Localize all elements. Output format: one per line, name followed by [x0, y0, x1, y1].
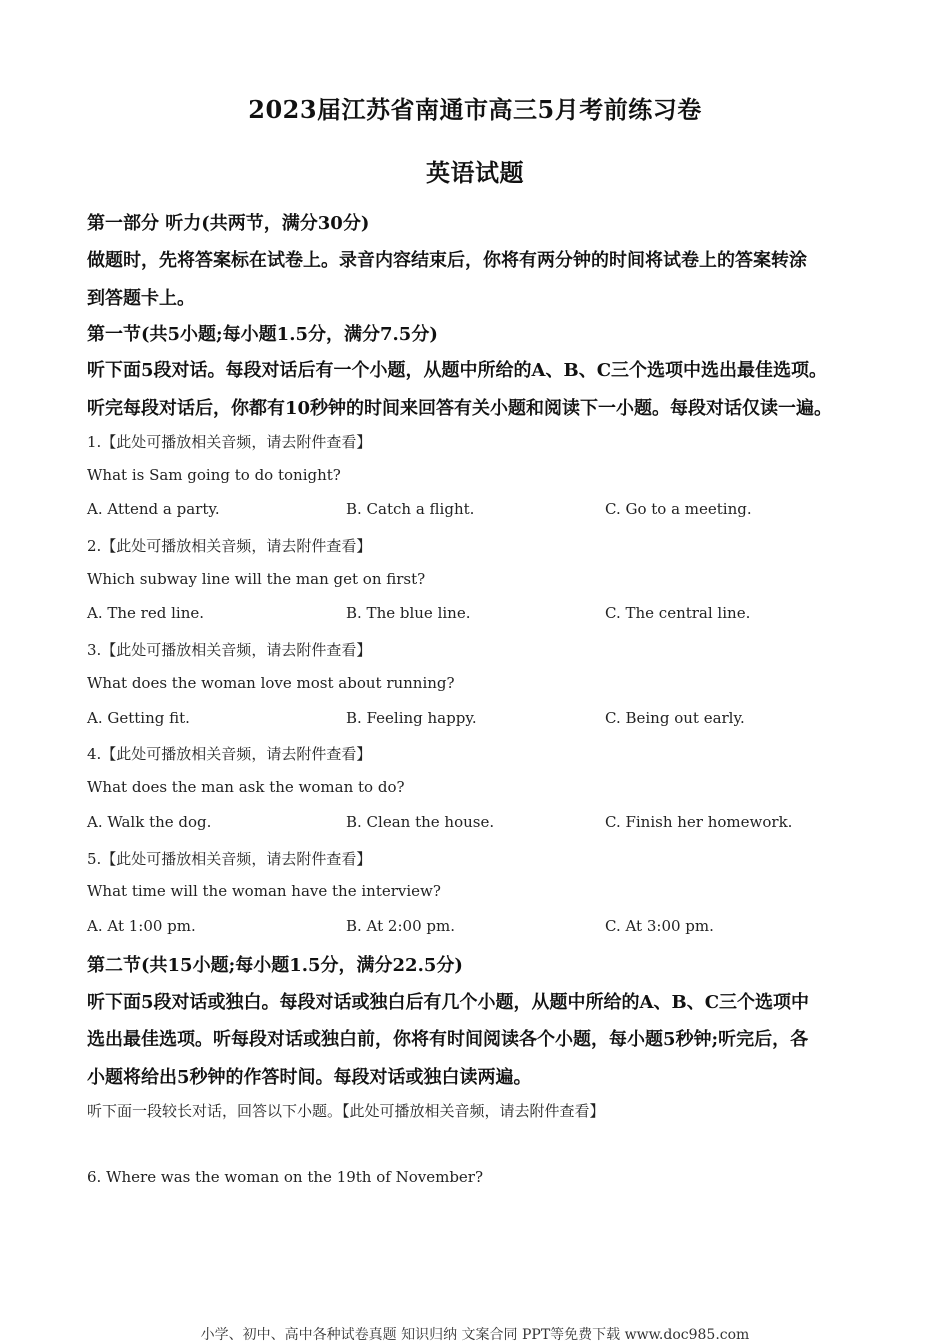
- q3-options: [87, 709, 887, 729]
- q2-options: [87, 604, 887, 624]
- q5-option-c[interactable]: C. At 3:00 pm.: [605, 917, 714, 935]
- q4-options: [87, 813, 887, 833]
- q5-audio-link[interactable]: 5.【此处可播放相关音频，请去附件查看】: [87, 850, 372, 868]
- q3-option-b[interactable]: B. Feeling happy.: [346, 709, 477, 727]
- q4-audio-link[interactable]: 4.【此处可播放相关音频，请去附件查看】: [87, 745, 372, 763]
- exam-subtitle: 英语试题: [426, 158, 524, 187]
- q4-option-b[interactable]: B. Clean the house.: [346, 813, 495, 831]
- q1-audio-link[interactable]: 1.【此处可播放相关音频，请去附件查看】: [87, 433, 372, 451]
- q4-option-c[interactable]: C. Finish her homework.: [605, 813, 793, 831]
- section1-heading: 第一节(共5小题;每小题1.5分，满分7.5分): [87, 324, 438, 345]
- q2-option-a[interactable]: A. The red line.: [87, 604, 204, 622]
- q6-question: 6. Where was the woman on the 19th of November?: [87, 1168, 484, 1186]
- section2-instruction-line-3: 小题将给出5秒钟的作答时间。每段对话或独白读两遍。: [87, 1067, 532, 1088]
- q5-option-a[interactable]: A. At 1:00 pm.: [87, 917, 196, 935]
- part1-instruction-line-2: 到答题卡上。: [87, 288, 195, 309]
- part1-instruction-line-1: 做题时，先将答案标在试卷上。录音内容结束后，你将有两分钟的时间将试卷上的答案转涂: [87, 250, 807, 271]
- section2-audio-intro[interactable]: 听下面一段较长对话，回答以下小题。【此处可播放相关音频，请去附件查看】: [87, 1102, 605, 1120]
- q3-option-c[interactable]: C. Being out early.: [605, 709, 745, 727]
- q3-option-a[interactable]: A. Getting fit.: [87, 709, 190, 727]
- page-footer: 小学、初中、高中各种试卷真题 知识归纳 文案合同 PPT等免费下载 www.doc985.com: [200, 1327, 750, 1343]
- q5-option-b[interactable]: B. At 2:00 pm.: [346, 917, 455, 935]
- q3-audio-link[interactable]: 3.【此处可播放相关音频，请去附件查看】: [87, 641, 372, 659]
- q5-options: [87, 917, 887, 937]
- section2-instruction-line-2: 选出最佳选项。听每段对话或独白前，你将有时间阅读各个小题，每小题5秒钟;听完后，各: [87, 1029, 809, 1050]
- section1-instruction-line-2: 听完每段对话后，你都有10秒钟的时间来回答有关小题和阅读下一小题。每段对话仅读一遍。: [87, 398, 833, 419]
- q2-audio-link[interactable]: 2.【此处可播放相关音频，请去附件查看】: [87, 537, 372, 555]
- q1-options: [87, 500, 887, 520]
- section2-instruction-line-1: 听下面5段对话或独白。每段对话或独白后有几个小题，从题中所给的A、B、C三个选项中: [87, 992, 810, 1013]
- q5-question: What time will the woman have the interview?: [87, 882, 441, 900]
- q1-option-c[interactable]: C. Go to a meeting.: [605, 500, 752, 518]
- q1-question: What is Sam going to do tonight?: [87, 466, 341, 484]
- q4-question: What does the man ask the woman to do?: [87, 778, 405, 796]
- q1-option-a[interactable]: A. Attend a party.: [87, 500, 220, 518]
- q4-option-a[interactable]: A. Walk the dog.: [87, 813, 212, 831]
- section1-instruction-line-1: 听下面5段对话。每段对话后有一个小题，从题中所给的A、B、C三个选项中选出最佳选项。: [87, 360, 828, 381]
- q2-option-c[interactable]: C. The central line.: [605, 604, 751, 622]
- section2-heading: 第二节(共15小题;每小题1.5分，满分22.5分): [87, 955, 463, 976]
- exam-title: 2023届江苏省南通市高三5月考前练习卷: [248, 95, 702, 124]
- q3-question: What does the woman love most about running?: [87, 674, 455, 692]
- q2-question: Which subway line will the man get on first?: [87, 570, 426, 588]
- q2-option-b[interactable]: B. The blue line.: [346, 604, 471, 622]
- part1-heading: 第一部分 听力(共两节，满分30分): [87, 213, 370, 234]
- q1-option-b[interactable]: B. Catch a flight.: [346, 500, 475, 518]
